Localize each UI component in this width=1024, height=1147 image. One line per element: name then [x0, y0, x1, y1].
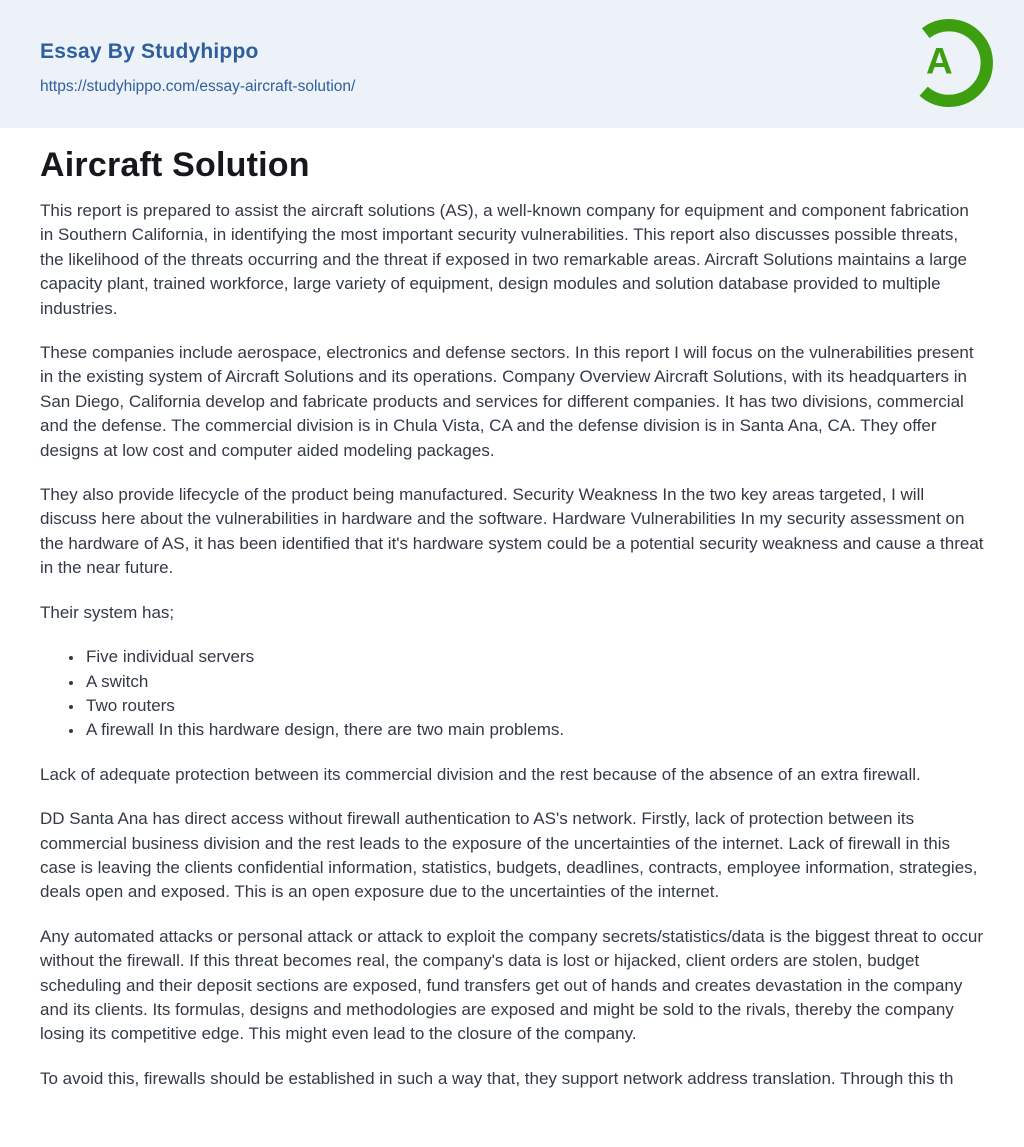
list-item-routers: • Two routers [84, 694, 984, 718]
list-item-switch: • A switch [84, 670, 984, 694]
header-title: Essay By Studyhippo [40, 40, 259, 63]
list-item-servers: • Five individual servers [84, 645, 984, 669]
closing-paragraph-2: DD Santa Ana has direct access without firewall authentication to AS's network. Firstly, lack of protection between its commercial business division and the rest leads to the exposure of the uncertainties of the internet. Lack of firewall in this case is leaving the clients confidential information, statistics, budgets, deadlines, contracts, employee information, strategies, deals open and exposed. This is an open exposure due to the uncertainties of the internet. [40, 809, 978, 902]
closing-paragraph-3: Any automated attacks or personal attack or attack to exploit the company secrets/statistics/data is the biggest threat to occur without the firewall. If this threat becomes real, the company's data is lost or hijacked, client orders are stolen, budget scheduling and their deposit sections are exposed, fund transfers get out of hands and creates devastation in the company and its clients. Its formulas, designs and methodologies are exposed and might be sold to the rivals, thereby the company losing its competitive edge. This might even lead to the closure of the company. [40, 926, 984, 1044]
closing-paragraph-1: Lack of adequate protection between its commercial division and the rest because of the absence of an extra firewall. [40, 764, 921, 784]
intro-paragraph-1: This report is prepared to assist the aircraft solutions (AS), a well-known company for equipment and component fabrication in Southern California, in identifying the most important security vulnerabilities. This report also discusses possible threats, the likelihood of the threats occurring and the threat if exposed in two remarkable areas. Aircraft Solutions maintains a large capacity plant, trained workforce, large variety of equipment, design modules and solution database provided to multiple industries. [40, 201, 969, 318]
essay-url-link[interactable]: https://studyhippo.com/essay-aircraft-solution/ [40, 78, 356, 96]
hardware-list [40, 645, 984, 743]
closing-paragraph-4: To avoid this, firewalls should be established in such a way that, they support network address translation. Through this th [40, 1068, 954, 1088]
intro-paragraph-3: They also provide lifecycle of the product being manufactured. Security Weakness In the two key areas targeted, I will discuss here about the vulnerabilities in hardware and the software. Hardware Vulnerabilities In my security assessment on the hardware of AS, it has been identified that it's hardware system could be a potential security weakness and cause a threat in the near future. [40, 485, 984, 578]
page-title: Aircraft Solution [40, 146, 310, 184]
studyhippo-logo-icon [905, 19, 993, 107]
logo-letter: A [925, 40, 953, 82]
intro-paragraph-4: Their system has; [40, 602, 175, 622]
page-header [0, 0, 1024, 128]
intro-paragraph-2: These companies include aerospace, electronics and defense sectors. In this report I will focus on the vulnerabilities present in the existing system of Aircraft Solutions and its operations. Company Overview Aircraft Solutions, with its headquarters in San Diego, California develop and fabricate products and services for different companies. It has two divisions, commercial and the defense. The commercial division is in Chula Vista, CA and the defense division is in Santa Ana, CA. They offer designs at low cost and computer aided modeling packages. [40, 343, 974, 460]
list-item-firewall: • A firewall In this hardware design, there are two main problems. [84, 718, 984, 742]
essay-article [0, 146, 1024, 1091]
